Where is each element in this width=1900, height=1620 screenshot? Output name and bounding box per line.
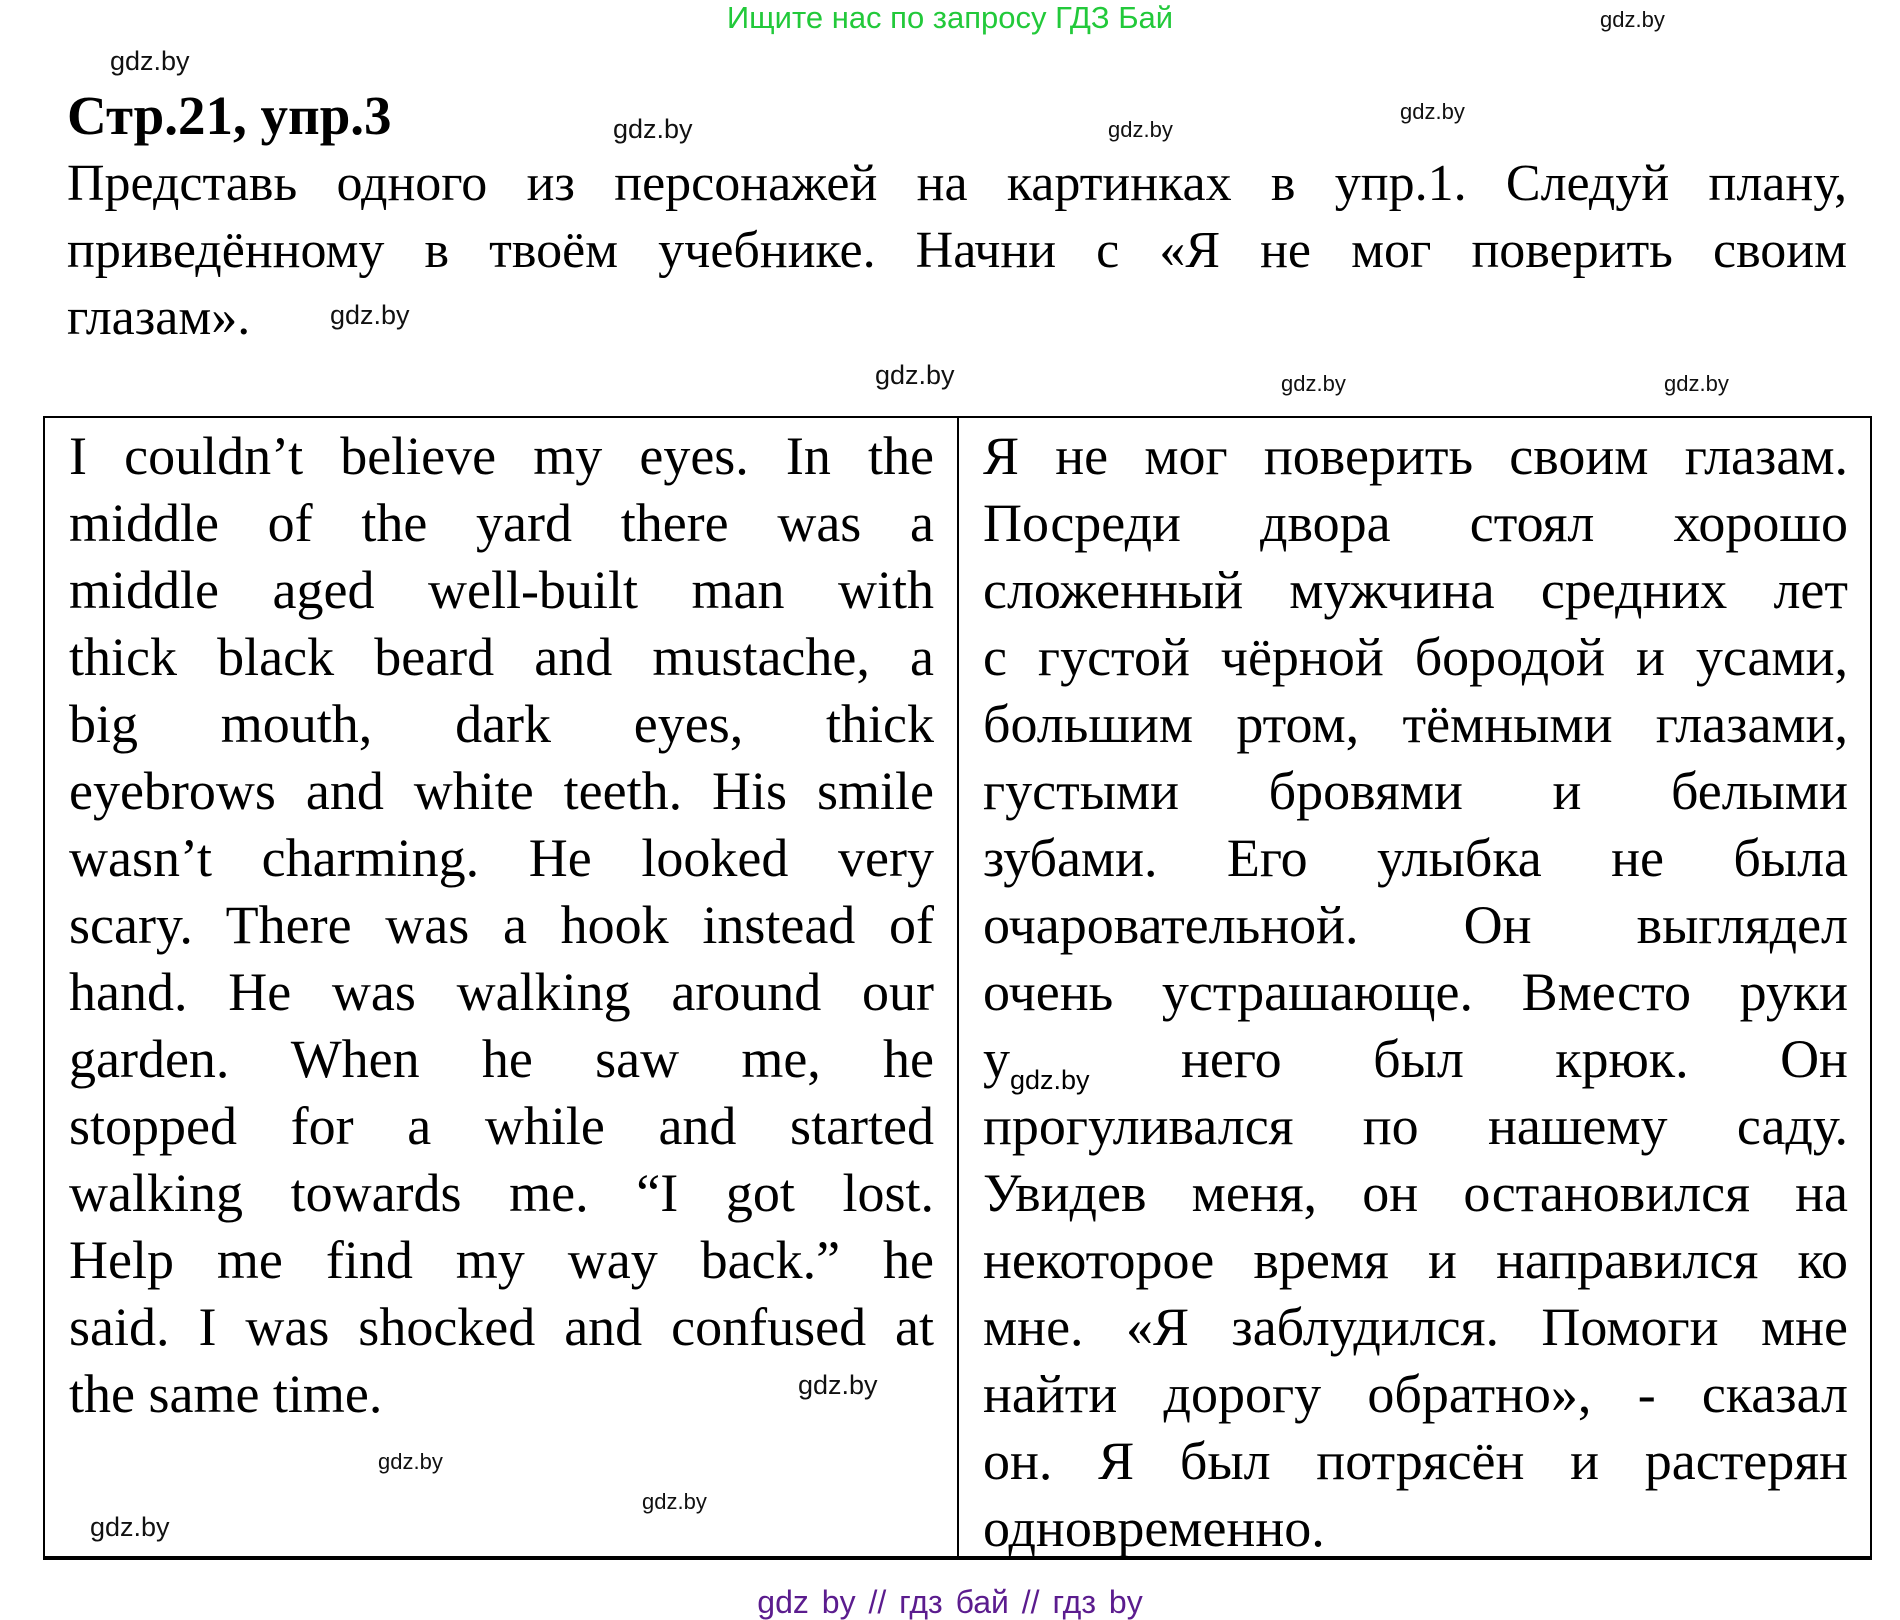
- text-line: очень устрашающе. Вместо руки: [983, 962, 1848, 1022]
- text-fragment: у: [983, 1029, 1010, 1089]
- watermark: gdz.by: [642, 1489, 707, 1514]
- text-line: очаровательной. Он выглядел: [983, 895, 1848, 955]
- prompt-line: приведённому в твоём учебнике. Начни с «Я не мог поверить своим: [67, 222, 1847, 279]
- text-line: eyebrows and white teeth. His smile: [69, 761, 934, 821]
- prompt-line: глазам».: [67, 289, 251, 346]
- watermark: gdz.by: [90, 1512, 170, 1542]
- text-line: the same time.: [69, 1364, 383, 1424]
- text-line: [983, 1026, 1848, 1093]
- text-line: wasn’t charming. He looked very: [69, 828, 934, 888]
- text-line: зубами. Его улыбка не была: [983, 828, 1848, 888]
- watermark: gdz.by: [798, 1370, 878, 1400]
- prompt-line: Представь одного из персонажей на картинках в упр.1. Следуй плану,: [67, 155, 1847, 212]
- text-line: найти дорогу обратно», - сказал: [983, 1364, 1848, 1424]
- text-line: мне. «Я заблудился. Помоги мне: [983, 1297, 1848, 1357]
- watermark: gdz.by: [110, 46, 190, 76]
- word: был: [1373, 1029, 1464, 1089]
- watermark: gdz.by: [1108, 117, 1173, 142]
- watermark: gdz.by: [1281, 371, 1346, 396]
- text-line: густыми бровями и белыми: [983, 761, 1848, 821]
- text-line: Я не мог поверить своим глазам.: [983, 426, 1848, 486]
- text-line: walking towards me. “I got lost.: [69, 1163, 934, 1223]
- text-line: big mouth, dark eyes, thick: [69, 694, 934, 754]
- top-search-banner: Ищите нас по запросу ГДЗ Бай: [726, 0, 1174, 35]
- watermark: gdz.by: [1664, 371, 1729, 396]
- translation-table: [43, 416, 1872, 1560]
- watermark: gdz.by: [1400, 99, 1465, 124]
- text-line: сложенный мужчина средних лет: [983, 560, 1848, 620]
- watermark: gdz.by: [330, 300, 410, 330]
- text-line: некоторое время и направился ко: [983, 1230, 1848, 1290]
- text-line: с густой чёрной бородой и усами,: [983, 627, 1848, 687]
- watermark: gdz.by: [613, 114, 693, 144]
- text-line: I couldn’t believe my eyes. In the: [69, 426, 934, 486]
- watermark: gdz.by: [1600, 7, 1665, 32]
- text-line: он. Я был потрясён и растерян: [983, 1431, 1848, 1491]
- text-line: большим ртом, тёмными глазами,: [983, 694, 1848, 754]
- text-line: middle aged well-built man with: [69, 560, 934, 620]
- text-line: stopped for a while and started: [69, 1096, 934, 1156]
- watermark: gdz.by: [378, 1449, 443, 1474]
- text-line: hand. He was walking around our: [69, 962, 934, 1022]
- text-line: said. I was shocked and confused at: [69, 1297, 934, 1357]
- english-column: [69, 423, 934, 1428]
- text-line: middle of the yard there was a: [69, 493, 934, 553]
- word: Он: [1780, 1029, 1848, 1089]
- watermark: gdz.by: [1010, 1065, 1090, 1095]
- bottom-banner: gdz by // гдз бай // гдз by: [757, 1584, 1143, 1620]
- text-line: Help me find my way back.” he: [69, 1230, 934, 1290]
- watermark: gdz.by: [875, 360, 955, 390]
- text-line: scary. There was a hook instead of: [69, 895, 934, 955]
- column-divider: [957, 418, 959, 1556]
- page-title: Стр.21, упр.3: [67, 85, 392, 146]
- word: крюк.: [1555, 1029, 1689, 1089]
- text-line: прогуливался по нашему саду.: [983, 1096, 1848, 1156]
- russian-column: [983, 423, 1848, 1562]
- text-line: Посреди двора стоял хорошо: [983, 493, 1848, 553]
- word: него: [1181, 1029, 1282, 1089]
- text-line: Увидев меня, он остановился на: [983, 1163, 1848, 1223]
- text-line: одновременно.: [983, 1498, 1325, 1558]
- text-line: thick black beard and mustache, a: [69, 627, 934, 687]
- text-line: garden. When he saw me, he: [69, 1029, 934, 1089]
